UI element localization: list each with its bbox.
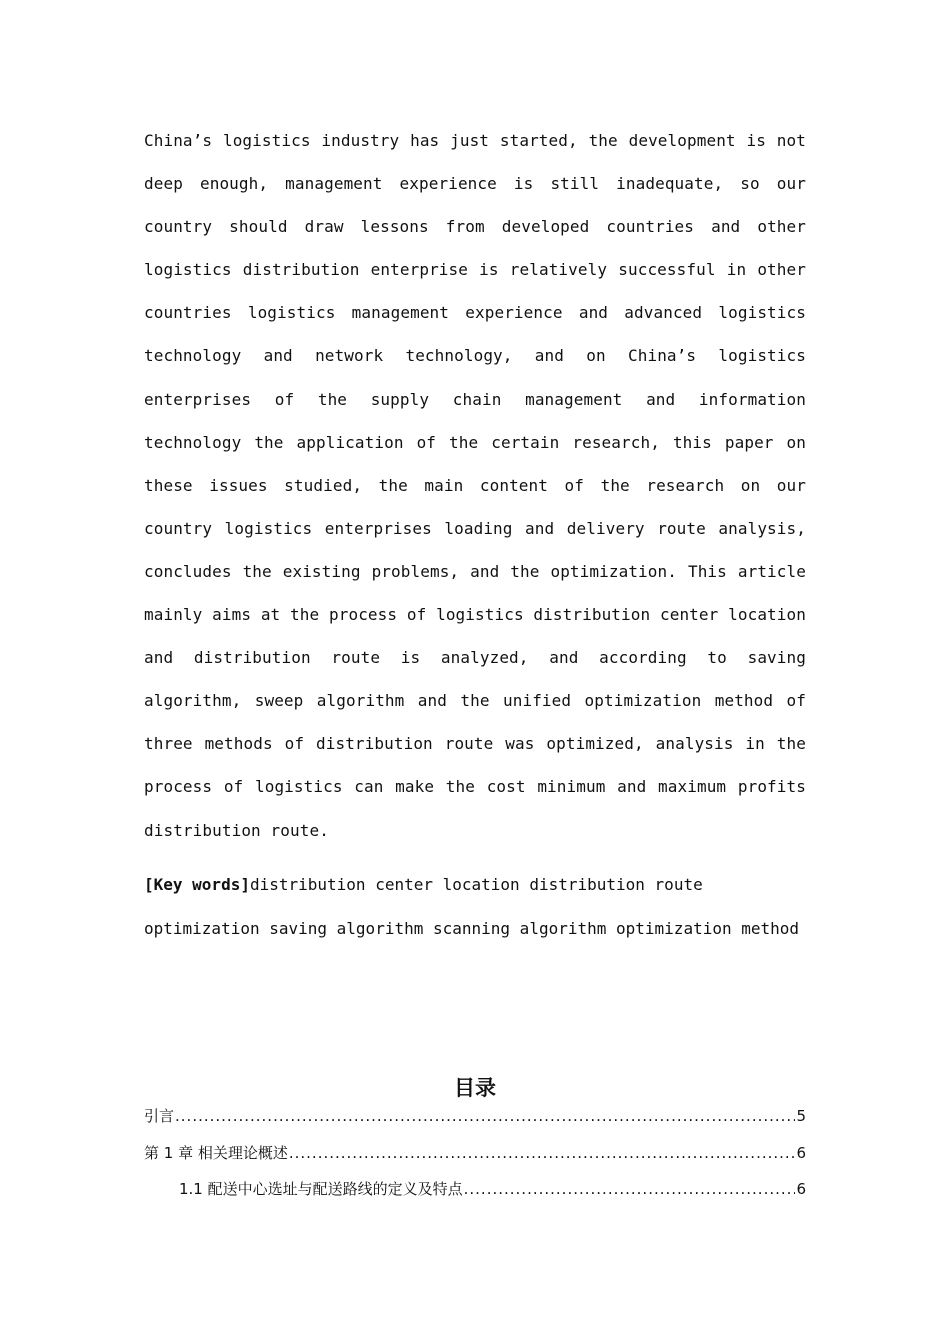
toc-entry-section-1-1[interactable] — [144, 1177, 806, 1214]
toc-entry-label: 1.1 配送中心选址与配送路线的定义及特点 — [179, 1180, 463, 1198]
keywords-line-1: distribution center location distribution route — [249, 875, 703, 894]
abstract-paragraph: China’s logistics industry has just started, the development is not deep enough, management experience is still inadequate, so our country should draw lessons from developed countries and other logistics distribution enterprise is relatively successful in other countries logistics management experience and advanced logistics technology and network technology, and on China’s logistics enterprises of the supply chain management and information technology the application of the certain research, this paper on these issues studied, the main content of the research on our country logistics enterprises loading and delivery route analysis, concludes the existing problems, and the optimization. This article mainly aims at the process of logistics distribution center location and distribution route is analyzed, and according to saving algorithm, sweep algorithm and the unified optimization method of three methods of distribution route was optimized, analysis in the process of logistics can make the cost minimum and maximum profits distribution route. — [144, 131, 806, 840]
toc-leader-dots — [289, 1141, 796, 1165]
toc-entry-chapter-1[interactable] — [144, 1141, 806, 1178]
toc-entry-introduction[interactable] — [144, 1104, 806, 1141]
table-of-contents — [144, 1104, 806, 1214]
toc-leader-dots — [175, 1104, 795, 1128]
keywords-label: [Key words] — [144, 875, 250, 894]
keywords-line-2: optimization saving algorithm scanning algorithm optimization method — [144, 918, 800, 938]
toc-entry-page: 5 — [796, 1107, 806, 1125]
keywords-section — [144, 863, 806, 950]
toc-entry-label: 第 1 章 相关理论概述 — [144, 1143, 288, 1162]
toc-entry-page: 6 — [796, 1180, 806, 1198]
toc-leader-dots — [464, 1177, 796, 1201]
toc-entry-label: 引言 — [144, 1107, 175, 1125]
toc-title: 目录 — [454, 1076, 496, 1100]
toc-entry-page: 6 — [796, 1143, 806, 1162]
